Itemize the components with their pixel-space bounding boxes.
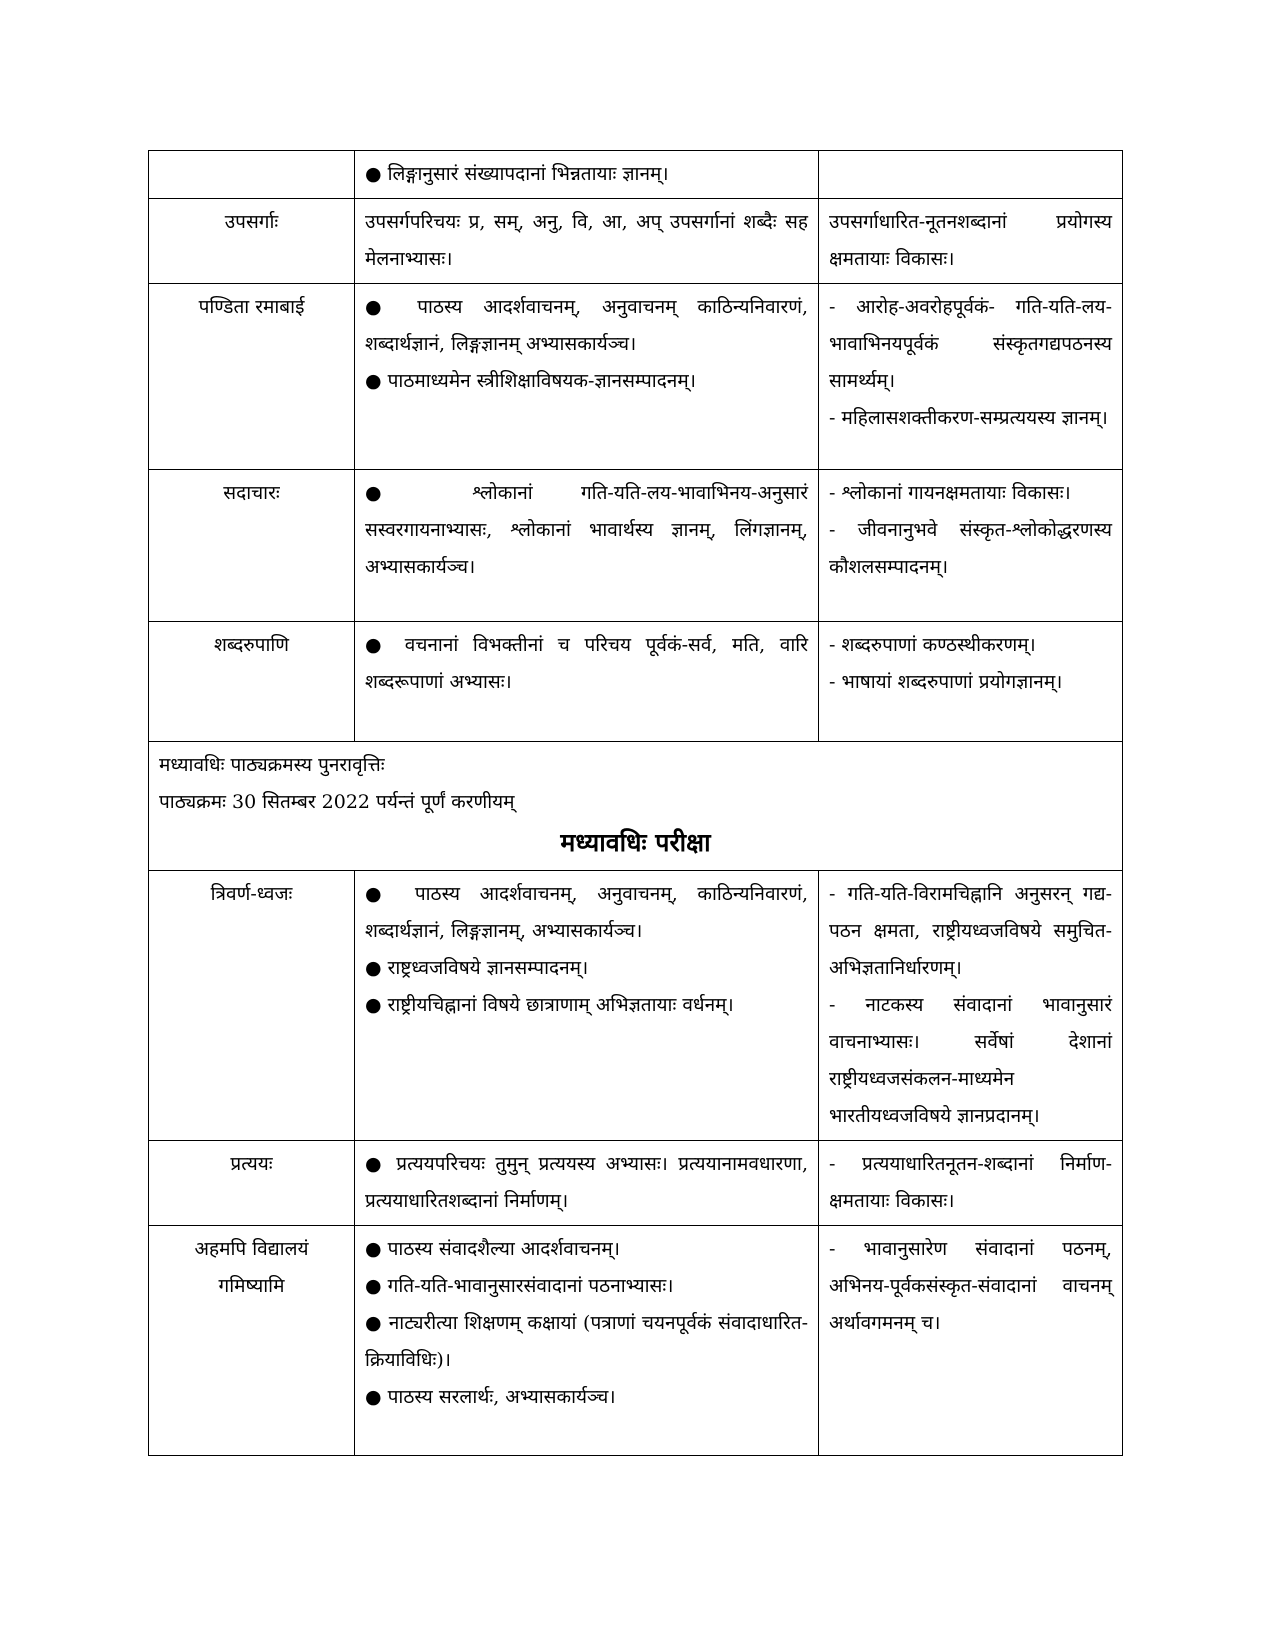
content-line: ● प्रत्ययपरिचयः तुमुन् प्रत्ययस्य अभ्यासः। प्रत्ययानामवधारणा, प्रत्ययाधारितशब्दानां निर्माणम्। xyxy=(365,1153,808,1212)
outcome-line: - आरोह-अवरोहपूर्वकं- गति-यति-लय-भावाभिनयपूर्वकं संस्कृतगद्यपठनस्य सामर्थ्यम्। xyxy=(829,296,1112,392)
content-line: ● वचनानां विभक्तीनां च परिचय पूर्वकं-सर्व, मति, वारि शब्दरूपाणां अभ्यासः। xyxy=(365,634,808,693)
topic-cell xyxy=(149,151,355,199)
content-cell xyxy=(355,1141,819,1226)
topic-cell: शब्दरुपाणि xyxy=(149,622,355,742)
content-line: ● गति-यति-भावानुसारसंवादानां पठनाभ्यासः। xyxy=(365,1275,674,1297)
content-line: ● पाठस्य संवादशैल्या आदर्शवाचनम्। xyxy=(365,1238,620,1260)
topic-cell: त्रिवर्ण-ध्वजः xyxy=(149,871,355,1141)
table-row xyxy=(149,871,1123,1141)
outcome-cell xyxy=(819,622,1123,742)
content-line: ● पाठस्य आदर्शवाचनम्, अनुवाचनम् काठिन्यनिवारणं, शब्दार्थज्ञानं, लिङ्गज्ञानम् अभ्यासकार्यञ्च। xyxy=(365,296,808,355)
outcome-line: - भाषायां शब्दरुपाणां प्रयोगज्ञानम्। xyxy=(829,671,1063,693)
table-row xyxy=(149,151,1123,199)
content-cell xyxy=(355,1226,819,1456)
topic-cell: पण्डिता रमाबाई xyxy=(149,284,355,470)
midterm-section xyxy=(149,742,1123,871)
content-line: ● पाठस्य आदर्शवाचनम्, अनुवाचनम्, काठिन्यनिवारणं, शब्दार्थज्ञानं, लिङ्गज्ञानम्, अभ्यासकार्यञ्च। xyxy=(365,883,808,942)
content-cell xyxy=(355,151,819,199)
outcome-line: - प्रत्ययाधारितनूतन-शब्दानां निर्माण-क्षमतायाः विकासः। xyxy=(829,1153,1112,1212)
content-line: ● नाट्यरीत्या शिक्षणम् कक्षायां (पत्राणां चयनपूर्वकं संवादाधारित-क्रियाविधिः)। xyxy=(365,1312,808,1371)
outcome-cell xyxy=(819,284,1123,470)
table-row xyxy=(149,622,1123,742)
content-cell xyxy=(355,199,819,284)
syllabus-table-body xyxy=(149,151,1123,742)
content-line: ● श्लोकानां गति-यति-लय-भावाभिनय-अनुसारं सस्वरगायनाभ्यासः, श्लोकानां भावार्थस्य ज्ञानम्, लिंगज्ञानम्, अभ्यासकार्यञ्च। xyxy=(365,482,808,578)
table-row xyxy=(149,470,1123,622)
outcome-cell xyxy=(819,1141,1123,1226)
midterm-exam-heading: मध्यावधिः परीक्षा xyxy=(560,828,711,857)
table-row xyxy=(149,1141,1123,1226)
content-line: ● पाठमाध्यमेन स्त्रीशिक्षाविषयक-ज्ञानसम्पादनम्। xyxy=(365,370,696,392)
topic-cell: उपसर्गाः xyxy=(149,199,355,284)
outcome-cell xyxy=(819,151,1123,199)
syllabus-table xyxy=(148,150,1123,1456)
outcome-line: - भावानुसारेण संवादानां पठनम्, अभिनय-पूर्वकसंस्कृत-संवादानां वाचनम् अर्थावगमनम् च। xyxy=(829,1238,1112,1334)
content-line: ● लिङ्गानुसारं संख्यापदानां भिन्नतायाः ज्ञानम्। xyxy=(365,163,669,185)
content-cell xyxy=(355,470,819,622)
table-row xyxy=(149,284,1123,470)
topic-cell: सदाचारः xyxy=(149,470,355,622)
content-line: ● राष्ट्रीयचिह्नानां विषये छात्राणाम् अभिज्ञतायाः वर्धनम्। xyxy=(365,994,734,1016)
outcome-line: - शब्दरुपाणां कण्ठस्थीकरणम्। xyxy=(829,634,1036,656)
outcome-line: - श्लोकानां गायनक्षमतायाः विकासः। xyxy=(829,482,1071,504)
outcome-line: उपसर्गाधारित-नूतनशब्दानां प्रयोगस्य क्षमतायाः विकासः। xyxy=(829,211,1112,270)
outcome-cell xyxy=(819,871,1123,1141)
content-cell xyxy=(355,871,819,1141)
outcome-cell xyxy=(819,1226,1123,1456)
outcome-line: - जीवनानुभवे संस्कृत-श्लोकोद्धरणस्य कौशलसम्पादनम्। xyxy=(829,519,1112,578)
midterm-cell xyxy=(149,742,1123,871)
outcome-line: - महिलासशक्तीकरण-सम्प्रत्ययस्य ज्ञानम्। xyxy=(829,407,1108,429)
table-row xyxy=(149,1226,1123,1456)
topic-cell: प्रत्ययः xyxy=(149,1141,355,1226)
midterm-row xyxy=(149,742,1123,871)
outcome-cell xyxy=(819,470,1123,622)
outcome-line: - नाटकस्य संवादानां भावानुसारं वाचनाभ्यासः। सर्वेषां देशानां राष्ट्रीयध्वजसंकलन-माध्यमेन भारतीयध्वजविषये ज्ञानप्रदानम्। xyxy=(829,994,1112,1127)
topic-cell: अहमपि विद्यालयं गमिष्यामि xyxy=(149,1226,355,1456)
syllabus-table-body-2 xyxy=(149,871,1123,1456)
content-line: ● राष्ट्रध्वजविषये ज्ञानसम्पादनम्। xyxy=(365,957,589,979)
midterm-deadline-line: पाठ्यक्रमः 30 सितम्बर 2022 पर्यन्तं पूर्णं करणीयम् xyxy=(159,791,515,813)
content-line: उपसर्गपरिचयः प्र, सम्, अनु, वि, आ, अप् उपसर्गानां शब्दैः सह मेलनाभ्यासः। xyxy=(365,211,808,270)
outcome-cell xyxy=(819,199,1123,284)
content-cell xyxy=(355,622,819,742)
table-row xyxy=(149,199,1123,284)
content-line: ● पाठस्य सरलार्थः, अभ्यासकार्यञ्च। xyxy=(365,1386,616,1408)
midterm-revision-line: मध्यावधिः पाठ्यक्रमस्य पुनरावृत्तिः xyxy=(159,754,385,776)
outcome-line: - गति-यति-विरामचिह्नानि अनुसरन् गद्य-पठन क्षमता, राष्ट्रीयध्वजविषये समुचित-अभिज्ञतानिर्धारणम्। xyxy=(829,883,1112,979)
content-cell xyxy=(355,284,819,470)
